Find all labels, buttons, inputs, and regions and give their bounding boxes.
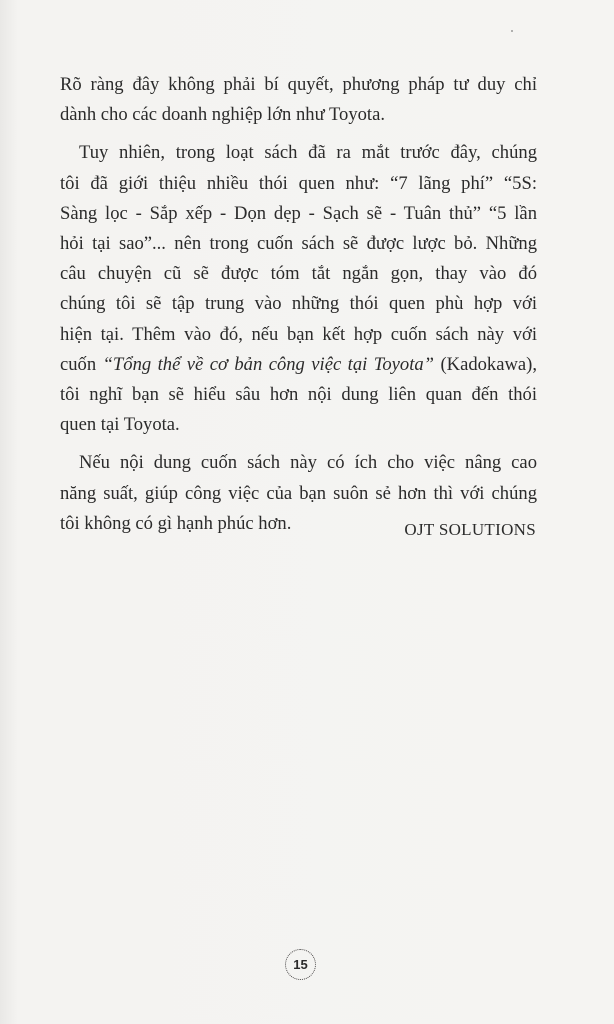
paragraph-1 [60,70,537,130]
text-line: hiện tại. Thêm vào đó, nếu bạn kết hợp cuốn sách này với [60,323,537,345]
text-line: hỏi tại sao”... nên trong cuốn sách sẽ được lược bỏ. Những [60,233,537,255]
text-line: quen tại Toyota. [60,414,180,436]
paper-speck [511,30,513,32]
page-number-badge: 15 [285,949,316,980]
text-line: Rõ ràng đây không phải bí quyết, phương pháp tư duy chỉ [60,74,537,95]
text-fragment: (Kadokawa), [434,353,537,375]
text-line: Sàng lọc - Sắp xếp - Dọn dẹp - Sạch sẽ - Tuân thủ” “5 lần [60,202,537,224]
text-line: tôi không có gì hạnh phúc hơn. [60,512,292,534]
text-line: năng suất, giúp công việc của bạn suôn sẻ hơn thì với chúng [60,482,537,504]
text-fragment: cuốn [60,353,103,375]
text-line: Nếu nội dung cuốn sách này có ích cho việc nâng cao [79,452,537,474]
text-line: Tuy nhiên, trong loạt sách đã ra mắt trước đây, chúng [79,142,537,164]
body-text [60,70,537,539]
text-line-with-book-title [60,350,537,380]
text-line: chúng tôi sẽ tập trung vào những thói quen phù hợp với [60,293,537,315]
text-line: tôi nghĩ bạn sẽ hiểu sâu hơn nội dung liên quan đến thói [60,384,537,406]
author-signature: OJT SOLUTIONS [404,520,536,539]
text-line: dành cho các doanh nghiệp lớn như Toyota. [60,104,385,126]
text-line: tôi đã giới thiệu nhiều thói quen như: “7 lãng phí” “5S: [60,172,537,194]
book-title: “Tổng thể về cơ bản công việc tại Toyota” [102,353,435,375]
paragraph-2 [60,138,537,440]
text-line: câu chuyện cũ sẽ được tóm tắt ngắn gọn, thay vào đó [60,263,537,285]
